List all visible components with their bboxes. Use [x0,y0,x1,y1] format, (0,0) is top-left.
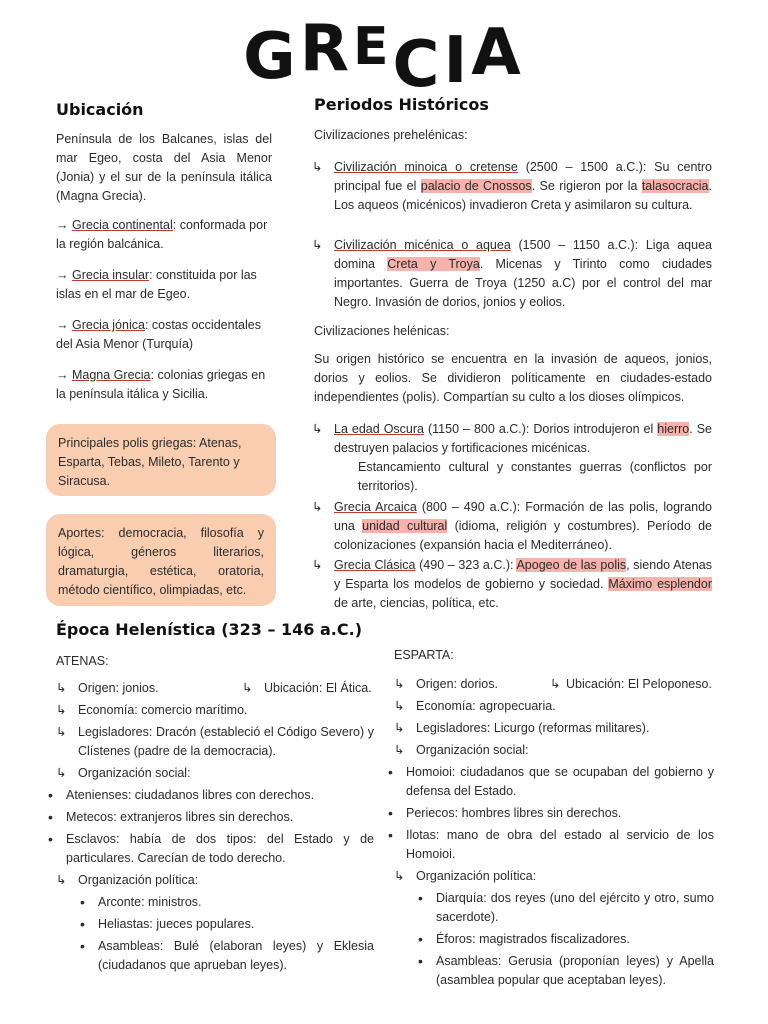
entry-text: de arte, ciencias, política, etc. [334,596,499,610]
helenistica-heading: Época Helenística (323 – 146 a.C.) [56,620,363,639]
esparta-origen: Origen: dorios. [416,677,498,691]
minoica-entry [312,158,712,215]
atenas-social-item: Esclavos: había de dos tipos: del Estado y de particulares. Carecían de todo derecho. [66,832,374,865]
esparta-politica-item: Diarquía: dos reyes (uno del ejército y otro, sumo sacerdote). [436,891,714,924]
entry-term: Grecia Arcaica [334,500,417,514]
hook-arrow-icon: ↳ [312,160,323,174]
ubicacion-item [56,316,272,354]
hook-arrow-icon: ↳ [394,699,405,713]
item-text: : constituida por las islas en el mar de Egeo. [56,268,257,301]
bullet-icon: • [48,787,53,803]
esparta-social-item: Homoioi: ciudadanos que se ocupaban del gobierno y defensa del Estado. [406,765,714,798]
list-item [388,804,714,823]
list-item [80,937,374,975]
atenas-politica-item: Heliastas: jueces populares. [98,917,255,931]
hook-arrow-icon: ↳ [312,500,323,514]
esparta-ubicacion: Ubicación: El Peloponeso. [566,677,712,691]
helenicas-label: Civilizaciones helénicas: [314,324,450,338]
list-item [48,786,374,805]
entry-text: . Se rigieron por la [531,179,642,193]
atenas-legisladores: Legisladores: Dracón (estableció el Código Severo) y Clístenes (padre de la democracia). [78,725,374,758]
atenas-social-item: Metecos: extranjeros libres sin derechos. [66,810,294,824]
bullet-icon: • [388,805,393,821]
title-letter: E [352,17,393,77]
hook-arrow-icon: ↳ [56,703,67,717]
atenas-origen: Origen: jonios. [78,681,159,695]
atenas-origen-row [56,679,374,698]
hook-arrow-icon: ↳ [56,681,67,695]
ubicacion-intro: Península de los Balcanes, islas del mar Egeo, costa del Asia Menor (Jonia) y el sur de la península itálica (Magna Grecia). [56,132,272,203]
title-letter: C [392,28,444,102]
hook-arrow-icon: ↳ [56,725,67,739]
highlight: hierro [657,422,690,436]
esparta-org-social-row [394,741,714,760]
atenas-ubicacion: Ubicación: El Ática. [264,681,372,695]
list-item [388,763,714,801]
ubicacion-item [56,366,272,404]
atenas-economia: Economía: comercio marítimo. [78,703,248,717]
highlight: Máximo esplendor [608,577,712,591]
item-text: : conformada por la región balcánica. [56,218,268,251]
hook-arrow-icon: ↳ [56,873,67,887]
hook-arrow-icon: ↳ [550,677,561,691]
hook-arrow-icon: ↳ [312,238,323,252]
atenas-economia-row [56,701,374,720]
bullet-icon: • [48,831,53,847]
entry-term: Grecia Clásica [334,558,416,572]
atenas-social-item: Atenienses: ciudadanos libres con derechos. [66,788,315,802]
item-text: : costas occidentales del Asia Menor (Turquía) [56,318,261,351]
entry-text: (idioma, religión y costumbres). Período de colonizaciones (expansión hacia el Mediterráneo). [334,519,712,552]
esparta-label: ESPARTA: [394,648,454,662]
list-item [418,930,714,949]
atenas-org-social-row [56,764,374,783]
title-letter: G [243,20,300,94]
aportes-box: Aportes: democracia, filosofía y lógica, géneros literarios, dramaturgia, estética, oratoria, método científico, olimpiadas, etc. [46,514,276,606]
bullet-icon: • [418,890,423,906]
item-term: Grecia continental [71,218,173,232]
esparta-section [388,646,714,990]
list-item [388,826,714,864]
arrow-icon: → [56,368,69,382]
polis-box: Principales polis griegas: Atenas, Esparta, Tebas, Mileto, Tarento y Siracusa. [46,424,276,496]
clasica-entry [312,556,712,613]
entry-text: (490 – 323 a.C.): [415,558,517,572]
entry-text: . Micenas y Tirinto como ciudades importantes. Guerra de Troya (1250 a.C) por el control del mar Negro. Invasión de dorios, jonios y eolios. [334,257,712,309]
entry-term: Civilización minoica o cretense [334,160,518,174]
entry-term: La edad Oscura [334,422,424,436]
oscura-extra: Estancamiento cultural y constantes guerras (conflictos por territorios). [358,460,712,493]
list-item [48,808,374,827]
entry-term: Civilización micénica o aquea [334,238,511,252]
periodos-heading: Periodos Históricos [314,95,489,114]
title-letter: A [471,16,525,90]
esparta-org-politica: Organización política: [416,869,537,883]
esparta-legisladores-row [394,719,714,738]
hook-arrow-icon: ↳ [56,766,67,780]
esparta-legisladores: Legisladores: Licurgo (reformas militares). [416,721,650,735]
bullet-icon: • [80,894,85,910]
item-term: Grecia jónica [71,318,145,332]
page-title [0,12,768,102]
atenas-section [48,652,374,975]
highlight: Creta y Troya [387,257,480,271]
highlight: Apogeo de las polis [516,558,627,572]
esparta-economia-row [394,697,714,716]
oscura-entry [312,420,712,458]
atenas-org-politica-row [56,871,374,890]
entry-text: (1150 – 800 a.C.): Dorios introdujeron el [424,422,658,436]
atenas-label: ATENAS: [56,654,109,668]
bullet-icon: • [418,953,423,969]
esparta-economia: Economía: agropecuaria. [416,699,556,713]
arrow-icon: → [56,268,69,282]
ubicacion-item [56,266,272,304]
title-letter: I [443,24,472,98]
esparta-origen-row [394,675,714,694]
hook-arrow-icon: ↳ [394,721,405,735]
title-letter: R [299,12,353,86]
hook-arrow-icon: ↳ [242,681,253,695]
bullet-icon: • [80,938,85,954]
prehelenicas-label: Civilizaciones prehelénicas: [314,128,468,142]
esparta-politica-item: Asambleas: Gerusia (proponían leyes) y Apella (asamblea popular que aceptaban leyes). [436,954,714,987]
hook-arrow-icon: ↳ [394,743,405,757]
list-item [80,915,374,934]
bullet-icon: • [388,827,393,843]
atenas-politica-item: Asambleas: Bulé (elaboran leyes) y Eklesia (ciudadanos que aprueban leyes). [98,939,374,972]
atenas-legisladores-row [56,723,374,761]
esparta-org-social: Organización social: [416,743,529,757]
bullet-icon: • [80,916,85,932]
entry-text: (2500 – 1500 a.C.): Su centro principal fue el [334,160,712,193]
origen-paragraph: Su origen histórico se encuentra en la invasión de aqueos, jonios, dorios y eolios. Se dividieron políticamente en ciudades-estado independientes (polis). Compartían su culto a los dioses olímpicos. [314,352,712,404]
item-text: : colonias griegas en la península itálica y Sicilia. [56,368,266,401]
ubicacion-heading: Ubicación [56,100,144,119]
highlight: unidad cultural [362,519,448,533]
entry-text: (800 – 490 a.C.): Formación de las polis, logrando una [334,500,712,533]
esparta-org-politica-row [394,867,714,886]
highlight: palacio de Cnossos [420,179,532,193]
list-item [80,893,374,912]
bullet-icon: • [48,809,53,825]
esparta-politica-item: Éforos: magistrados fiscalizadores. [436,932,630,946]
list-item [48,830,374,868]
highlight: talasocracia [641,179,709,193]
ubicacion-item [56,216,272,254]
atenas-org-social: Organización social: [78,766,191,780]
list-item [418,952,714,990]
entry-text: , siendo Atenas y Esparta los modelos de gobierno y sociedad. [334,558,712,591]
hook-arrow-icon: ↳ [394,677,405,691]
arrow-icon: → [56,318,69,332]
item-term: Magna Grecia [71,368,151,382]
entry-text: (1500 – 1150 a.C.): Liga aquea domina [334,238,712,271]
bullet-icon: • [418,931,423,947]
micenica-entry [312,236,712,312]
entry-text: . Los aqueos (micénicos) invadieron Creta y asimilaron su cultura. [334,179,712,212]
esparta-social-item: Periecos: hombres libres sin derechos. [406,806,622,820]
entry-text: . Se destruyen palacios y fortificaciones micénicas. [334,422,712,455]
list-item [418,889,714,927]
item-term: Grecia insular [71,268,150,282]
atenas-politica-item: Arconte: ministros. [98,895,202,909]
bullet-icon: • [388,764,393,780]
hook-arrow-icon: ↳ [312,422,323,436]
esparta-social-item: Ilotas: mano de obra del estado al servicio de los Homoioi. [406,828,714,861]
hook-arrow-icon: ↳ [312,558,323,572]
arcaica-entry [312,498,712,555]
atenas-org-politica: Organización política: [78,873,199,887]
arrow-icon: → [56,218,69,232]
hook-arrow-icon: ↳ [394,869,405,883]
